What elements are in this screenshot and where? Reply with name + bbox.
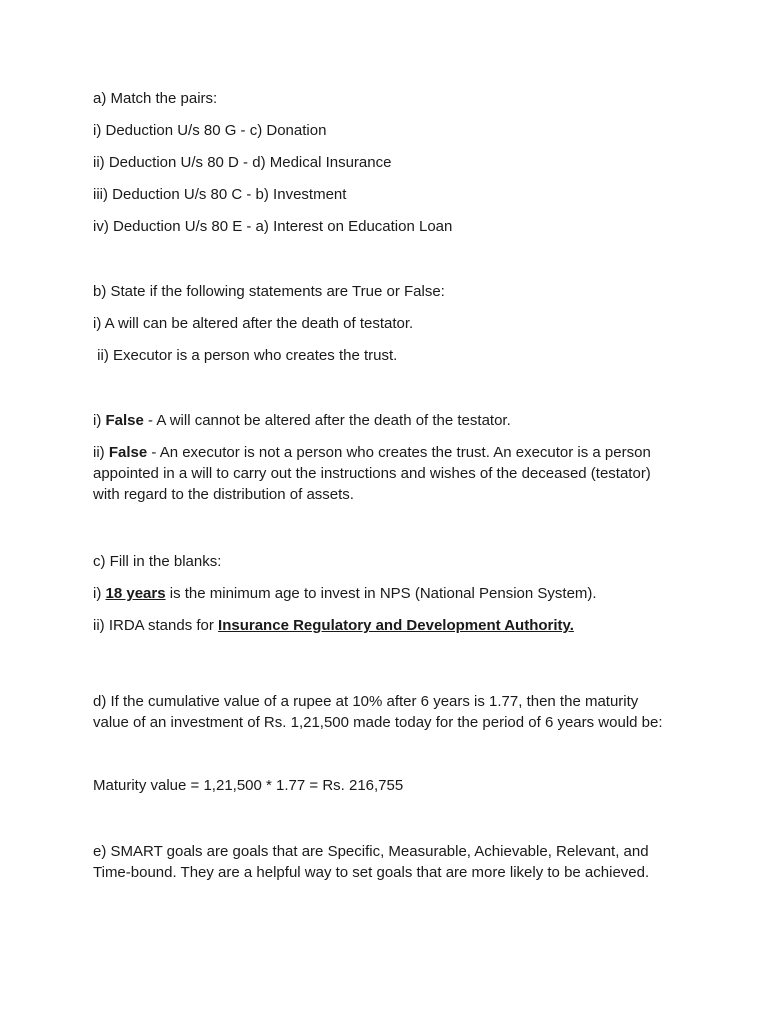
section-b-heading: b) State if the following statements are True or False: <box>93 283 445 300</box>
blank-prefix: i) <box>93 585 106 602</box>
true-false-statement: ii) Executor is a person who creates the trust. <box>93 347 398 364</box>
blank-answer: Insurance Regulatory and Development Authority. <box>218 617 574 634</box>
fill-blank-item <box>93 583 597 604</box>
section-a-heading: a) Match the pairs: <box>93 90 218 107</box>
fill-blank-item <box>93 615 574 636</box>
true-false-answer <box>93 442 678 505</box>
section-c-heading: c) Fill in the blanks: <box>93 553 222 570</box>
true-false-answer <box>93 410 678 431</box>
blank-answer: 18 years <box>105 585 166 602</box>
answer-prefix: ii) <box>93 444 109 461</box>
section-d-question: d) If the cumulative value of a rupee at 10% after 6 years is 1.77, then the maturity value of an investment of Rs. 1,21,500 made today for the period of 6 years would be: <box>93 693 663 731</box>
answer-verdict: False <box>105 412 144 429</box>
answer-explanation: - An executor is not a person who creates the trust. An executor is a person appointed in a will to carry out the instructions and wishes of the deceased (testator) with regard to the distribution of assets. <box>93 444 651 503</box>
document-page <box>93 0 683 1024</box>
answer-verdict: False <box>108 444 148 461</box>
match-pair-item: iii) Deduction U/s 80 C - b) Investment <box>93 186 347 203</box>
section-e-text: e) SMART goals are goals that are Specific, Measurable, Achievable, Relevant, and Time-bound. They are a helpful way to set goals that are more likely to be achieved. <box>93 843 650 881</box>
blank-prefix: ii) IRDA stands for <box>93 617 219 634</box>
answer-prefix: i) <box>93 412 106 429</box>
answer-explanation: - A will cannot be altered after the death of the testator. <box>143 412 511 429</box>
true-false-statement: i) A will can be altered after the death of testator. <box>93 315 414 332</box>
section-d-answer: Maturity value = 1,21,500 * 1.77 = Rs. 216,755 <box>93 777 404 794</box>
match-pair-item: i) Deduction U/s 80 G - c) Donation <box>93 122 327 139</box>
match-pair-item: ii) Deduction U/s 80 D - d) Medical Insurance <box>93 154 392 171</box>
blank-suffix: is the minimum age to invest in NPS (National Pension System). <box>165 585 597 602</box>
match-pair-item: iv) Deduction U/s 80 E - a) Interest on Education Loan <box>93 218 453 235</box>
